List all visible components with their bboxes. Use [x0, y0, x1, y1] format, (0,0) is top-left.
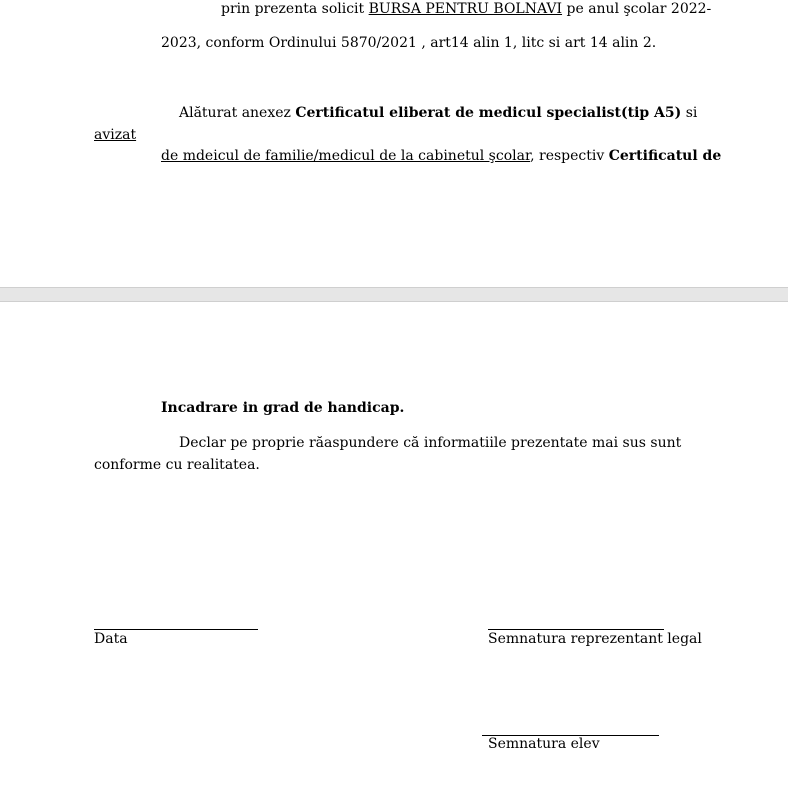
- attachment-line: [179, 104, 697, 122]
- request-text: prin prezenta solicit: [221, 1, 369, 17]
- scholarship-type: BURSA PENTRU BOLNAVI: [368, 1, 563, 17]
- declaration-line-2: conforme cu realitatea.: [94, 457, 260, 473]
- endorsed-word: avizat: [94, 127, 137, 143]
- endorsement-line: [161, 147, 721, 165]
- school-year-text: pe anul şcolar 2022-: [562, 1, 712, 17]
- respectively-text: , respectiv: [530, 148, 609, 164]
- handicap-heading: Incadrare in grad de handicap.: [161, 400, 405, 416]
- attachment-intro: Alăturat anexez: [179, 105, 296, 121]
- date-label: Data: [94, 631, 128, 647]
- endorsing-doctor: de mdeicul de familie/medicul de la cabinetul şcolar: [161, 148, 531, 164]
- request-line: [221, 0, 711, 18]
- order-reference-line: 2023, conform Ordinului 5870/2021 , art14 alin 1, litc si art 14 alin 2.: [161, 35, 657, 51]
- certificate-continued: Certificatul de: [608, 148, 722, 164]
- certificate-name: Certificatul eliberat de medicul specialist(tip A5): [295, 105, 682, 121]
- page-break-separator: [0, 287, 788, 302]
- conjunction-text: si: [681, 105, 698, 121]
- student-signature-label: Semnatura elev: [488, 736, 600, 752]
- declaration-line-1: Declar pe proprie răaspundere că informatiile prezentate mai sus sunt: [179, 435, 682, 451]
- legal-representative-label: Semnatura reprezentant legal: [488, 631, 702, 647]
